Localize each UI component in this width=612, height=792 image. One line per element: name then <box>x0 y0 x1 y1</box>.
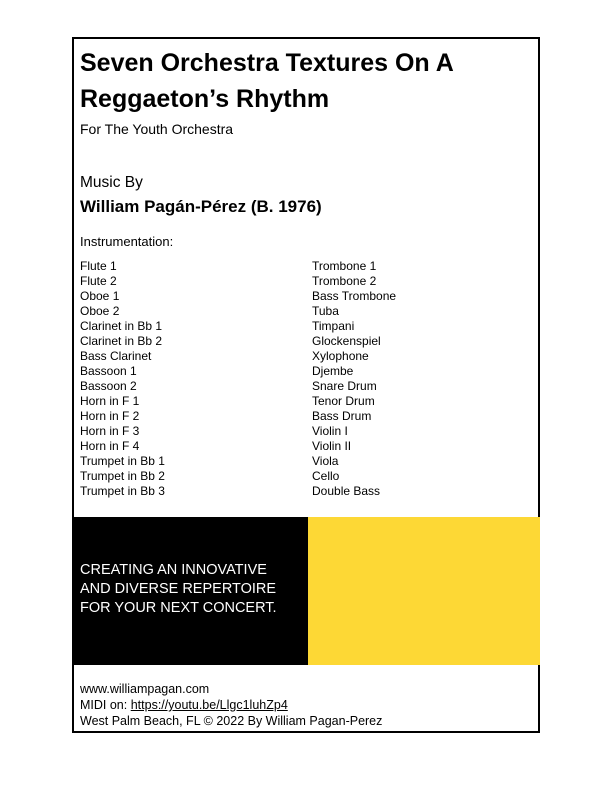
music-by-label: Music By <box>80 174 143 191</box>
midi-line <box>80 697 382 713</box>
instrument-item: Tuba <box>312 304 339 318</box>
instrument-item: Trumpet in Bb 1 <box>80 454 165 468</box>
composer-name: William Pagán-Pérez (B. 1976) <box>80 197 322 216</box>
instrument-item: Cello <box>312 469 340 483</box>
instrument-list-left <box>80 259 165 499</box>
instrument-item: Snare Drum <box>312 379 377 393</box>
instrument-item: Bassoon 1 <box>80 364 137 378</box>
instrument-item: Bass Clarinet <box>80 349 152 363</box>
instrument-item: Trombone 1 <box>312 259 377 273</box>
footer <box>80 681 382 729</box>
instrument-item: Clarinet in Bb 2 <box>80 334 163 348</box>
instrument-item: Oboe 2 <box>80 304 120 318</box>
subtitle: For The Youth Orchestra <box>80 121 234 137</box>
cover-frame <box>72 37 540 733</box>
page-title: Seven Orchestra Textures On A Reggaeton’s Rhythm <box>80 49 453 113</box>
yellow-accent-panel <box>308 517 540 665</box>
instrument-item: Bassoon 2 <box>80 379 137 393</box>
instrument-item: Horn in F 4 <box>80 439 140 453</box>
instrument-item: Horn in F 3 <box>80 424 140 438</box>
instrument-item: Horn in F 2 <box>80 409 140 423</box>
instrument-item: Oboe 1 <box>80 289 120 303</box>
location-copyright: West Palm Beach, FL © 2022 By William Pagan-Perez <box>80 714 383 728</box>
instrument-item: Trumpet in Bb 3 <box>80 484 165 498</box>
instrument-item: Violin II <box>312 439 352 453</box>
slogan-panel <box>74 517 308 665</box>
instrument-item: Trombone 2 <box>312 274 377 288</box>
instrument-item: Flute 2 <box>80 274 117 288</box>
instrument-item: Double Bass <box>312 484 381 498</box>
instrument-item: Djembe <box>312 364 354 378</box>
instrument-item: Xylophone <box>312 349 369 363</box>
midi-link[interactable]: https://youtu.be/Llgc1luhZp4 <box>130 698 288 712</box>
instrument-item: Violin I <box>312 424 348 438</box>
instrument-item: Trumpet in Bb 2 <box>80 469 165 483</box>
instrument-item: Flute 1 <box>80 259 117 273</box>
slogan-line: AND DIVERSE REPERTOIRE <box>80 581 277 597</box>
instrument-item: Glockenspiel <box>312 334 381 348</box>
instrument-item: Horn in F 1 <box>80 394 140 408</box>
instrumentation-label: Instrumentation: <box>80 234 174 249</box>
instrument-list-right <box>312 259 396 499</box>
instrument-item: Timpani <box>312 319 355 333</box>
website-link[interactable]: www.williampagan.com <box>80 682 210 696</box>
instrument-item: Bass Drum <box>312 409 372 423</box>
instrument-item: Tenor Drum <box>312 394 375 408</box>
instrument-item: Viola <box>312 454 339 468</box>
instrument-item: Clarinet in Bb 1 <box>80 319 163 333</box>
midi-label: MIDI on: <box>80 698 131 712</box>
slogan-line: FOR YOUR NEXT CONCERT. <box>80 600 277 616</box>
instrument-item: Bass Trombone <box>312 289 397 303</box>
slogan-text <box>80 561 304 618</box>
slogan-line: CREATING AN INNOVATIVE <box>80 562 267 578</box>
